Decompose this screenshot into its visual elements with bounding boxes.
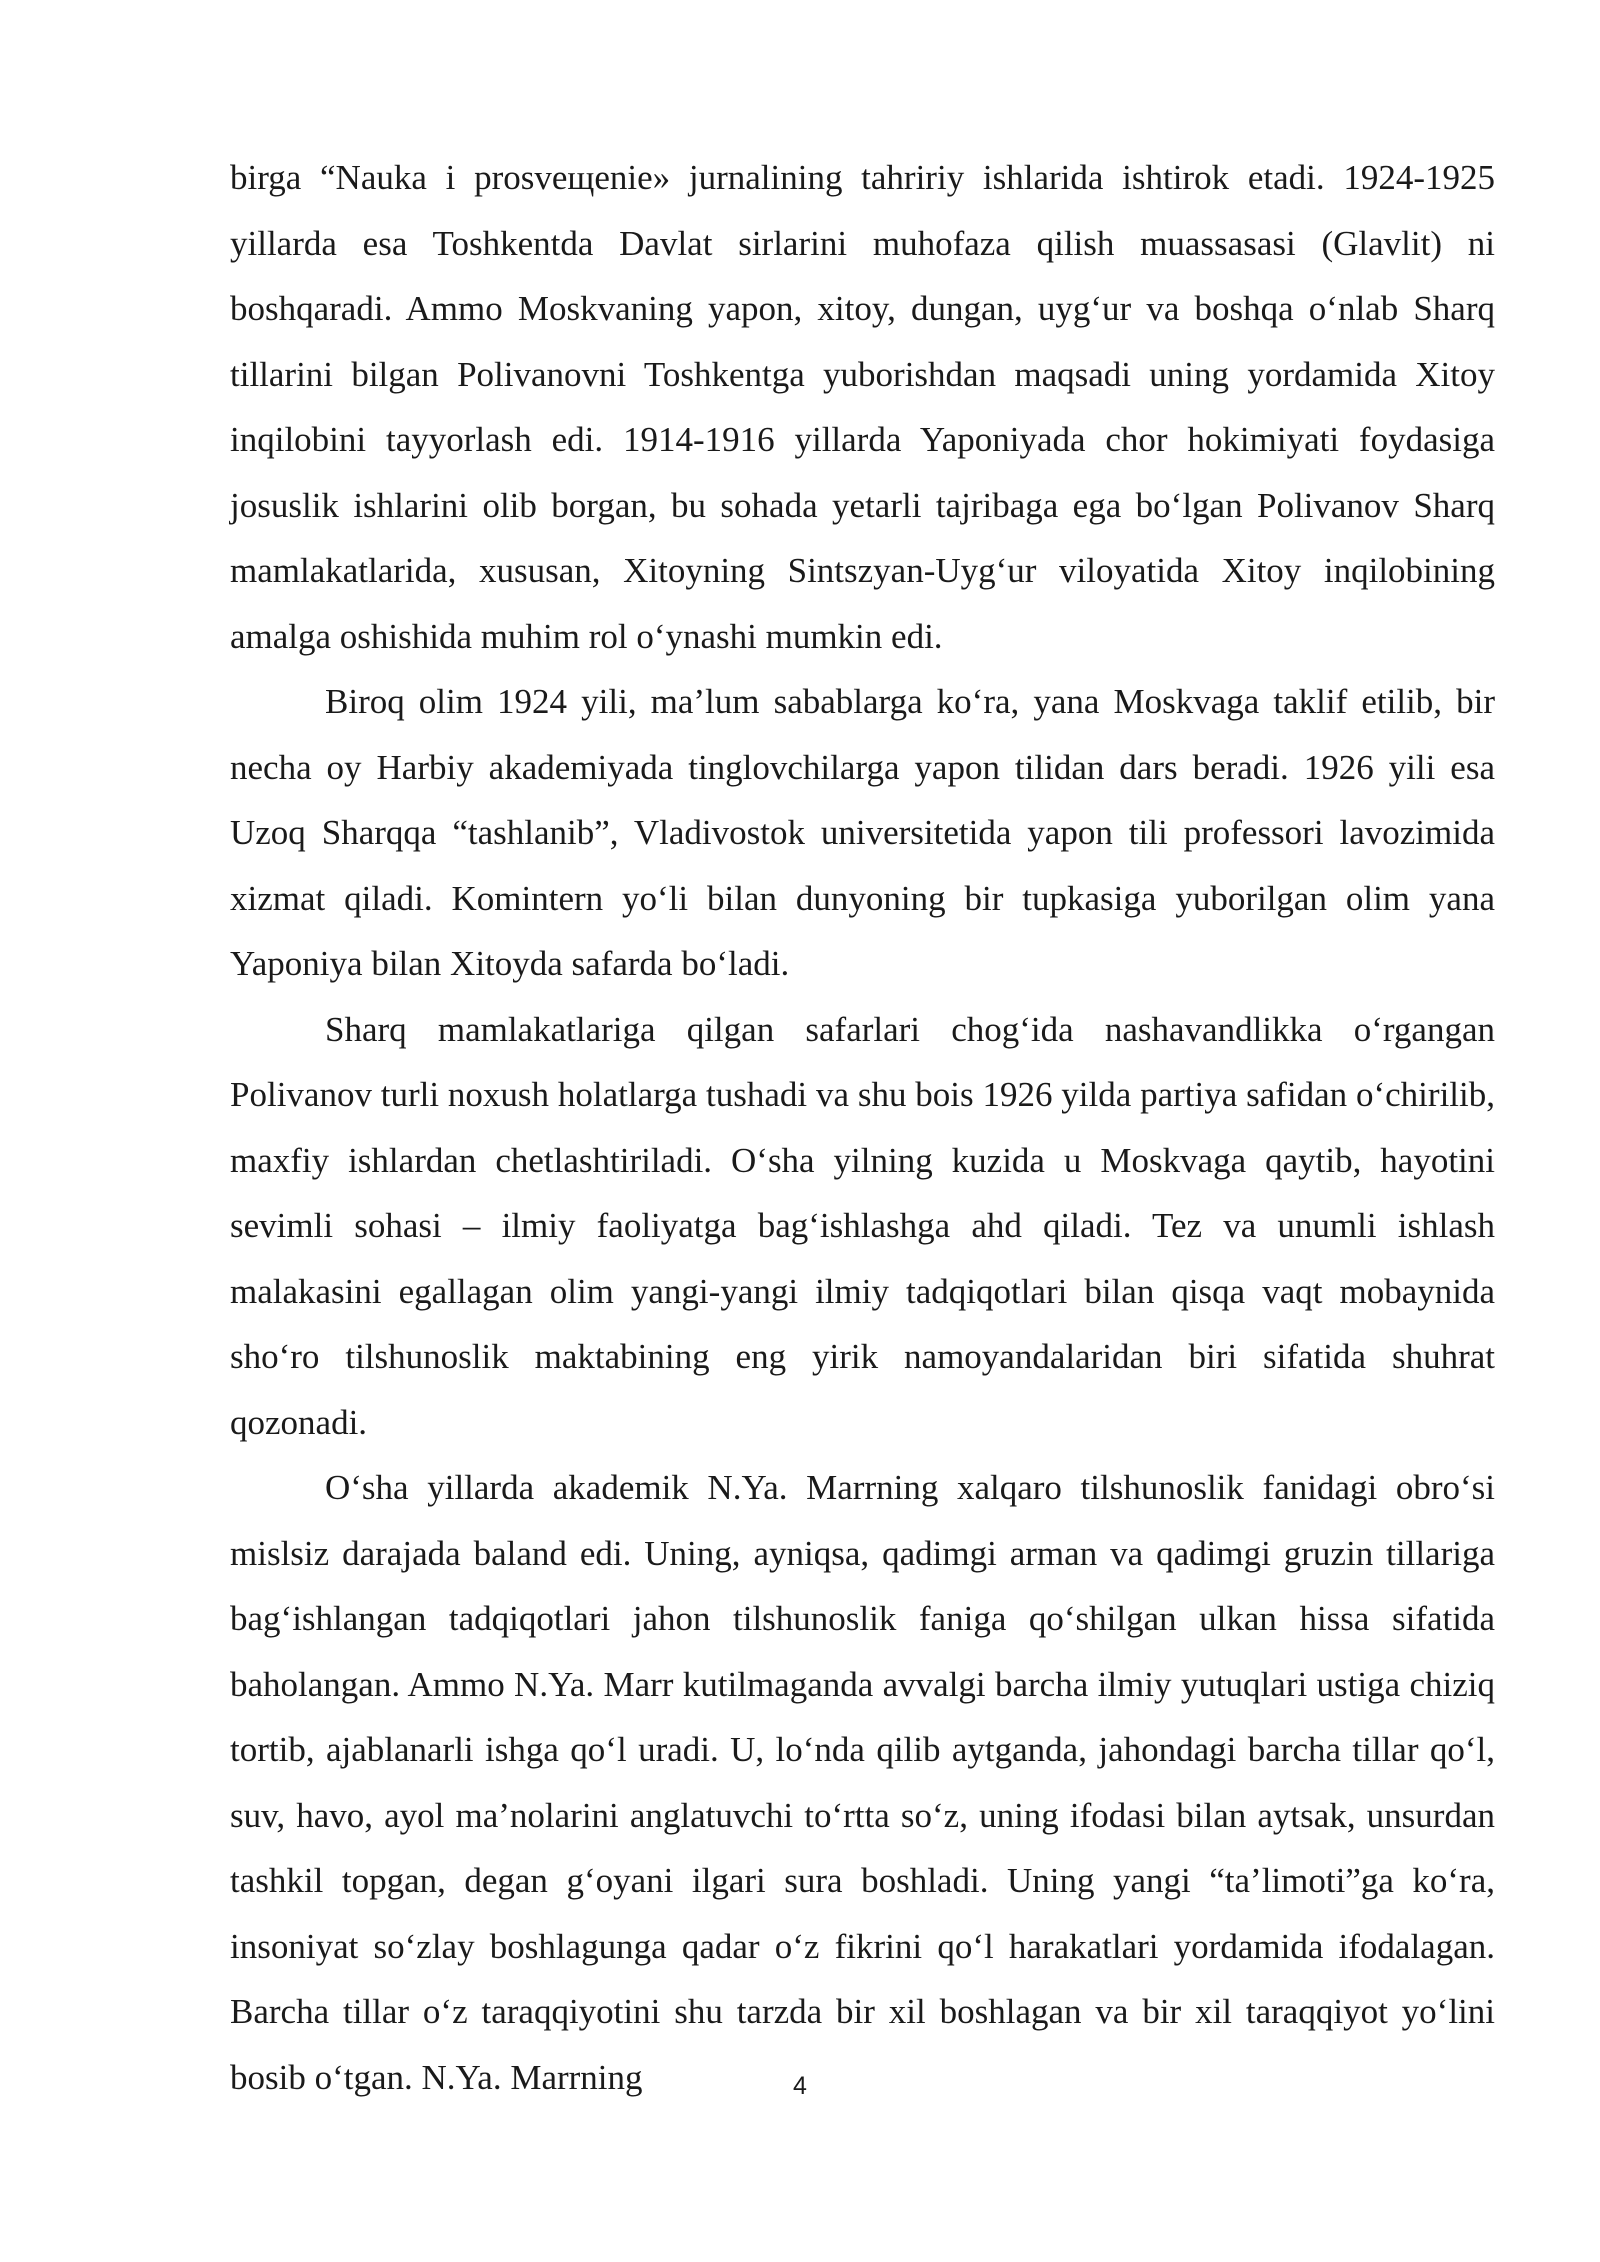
paragraph-1: birga “Nauka i prosveщenie» jurnalining tahririy ishlarida ishtirok etadi. 1924-1925 yillarda esa Toshkentda Davlat sirlarini muhofaza qilish muassasasi (Glavlit) ni boshqaradi. Ammo Moskvaning yapon, xitoy, dungan, uyg‘ur va boshqa o‘nlab Sharq tillarini bilgan Polivanovni Toshkentga yuborishdan maqsadi uning yordamida Xitoy inqilobini tayyorlash edi. 1914-1916 yillarda Yaponiyada chor hokimiyati foydasiga josuslik ishlarini olib borgan, bu sohada yetarli tajribaga ega bo‘lgan Polivanov Sharq mamlakatlarida, xususan, Xitoyning Sintszyan-Uyg‘ur viloyatida Xitoy inqilobining amalga oshishida muhim rol o‘ynashi mumkin edi. xyxy=(230,158,1495,656)
paragraph-2: Biroq olim 1924 yili, ma’lum sabablarga ko‘ra, yana Moskvaga taklif etilib, bir necha oy Harbiy akademiyada tinglovchilarga yapon tilidan dars beradi. 1926 yili esa Uzoq Sharqqa “tashlanib”, Vladivostok universitetida yapon tili professori lavozimida xizmat qiladi. Komintern yo‘li bilan dunyoning bir tupkasiga yuborilgan olim yana Yaponiya bilan Xitoyda safarda bo‘ladi. xyxy=(230,682,1495,983)
paragraph-3: Sharq mamlakatlariga qilgan safarlari chog‘ida nashavandlikka o‘rgangan Polivanov turli noxush holatlarga tushadi va shu bois 1926 yilda partiya safidan o‘chirilib, maxfiy ishlardan chetlashtiriladi. O‘sha yilning kuzida u Moskvaga qaytib, hayotini sevimli sohasi – ilmiy faoliyatga bag‘ishlashga ahd qiladi. Tez va unumli ishlash malakasini egallagan olim yangi-yangi ilmiy tadqiqotlari bilan qisqa vaqt mobaynida sho‘ro tilshunoslik maktabining eng yirik namoyandalaridan biri sifatida shuhrat qozonadi. xyxy=(230,1009,1495,1442)
paragraph-4: O‘sha yillarda akademik N.Ya. Marrning xalqaro tilshunoslik fanidagi obro‘si mislsiz darajada baland edi. Uning, ayniqsa, qadimgi arman va qadimgi gruzin tillariga bag‘ishlangan tadqiqotlari jahon tilshunoslik faniga qo‘shilgan ulkan hissa sifatida baholangan. Ammo N.Ya. Marr kutilmaganda avvalgi barcha ilmiy yutuqlari ustiga chiziq tortib, ajablanarli ishga qo‘l uradi. U, lo‘nda qilib aytganda, jahondagi barcha tillar qo‘l, suv, havo, ayol ma’nolarini anglatuvchi to‘rtta so‘z, uning ifodasi bilan aytsak, unsurdan tashkil topgan, degan g‘oyani ilgari sura boshladi. Uning yangi “ta’limoti”ga ko‘ra, insoniyat so‘zlay boshlagunga qadar o‘z fikrini qo‘l harakatlari yordamida ifodalagan. Barcha tillar o‘z taraqqiyotini shu tarzda bir xil boshlagan va bir xil taraqqiyot yo‘lini bosib o‘tgan. N.Ya. Marrning xyxy=(230,1468,1495,2097)
body-text xyxy=(230,145,1495,2110)
page-number: 4 xyxy=(793,2072,807,2100)
